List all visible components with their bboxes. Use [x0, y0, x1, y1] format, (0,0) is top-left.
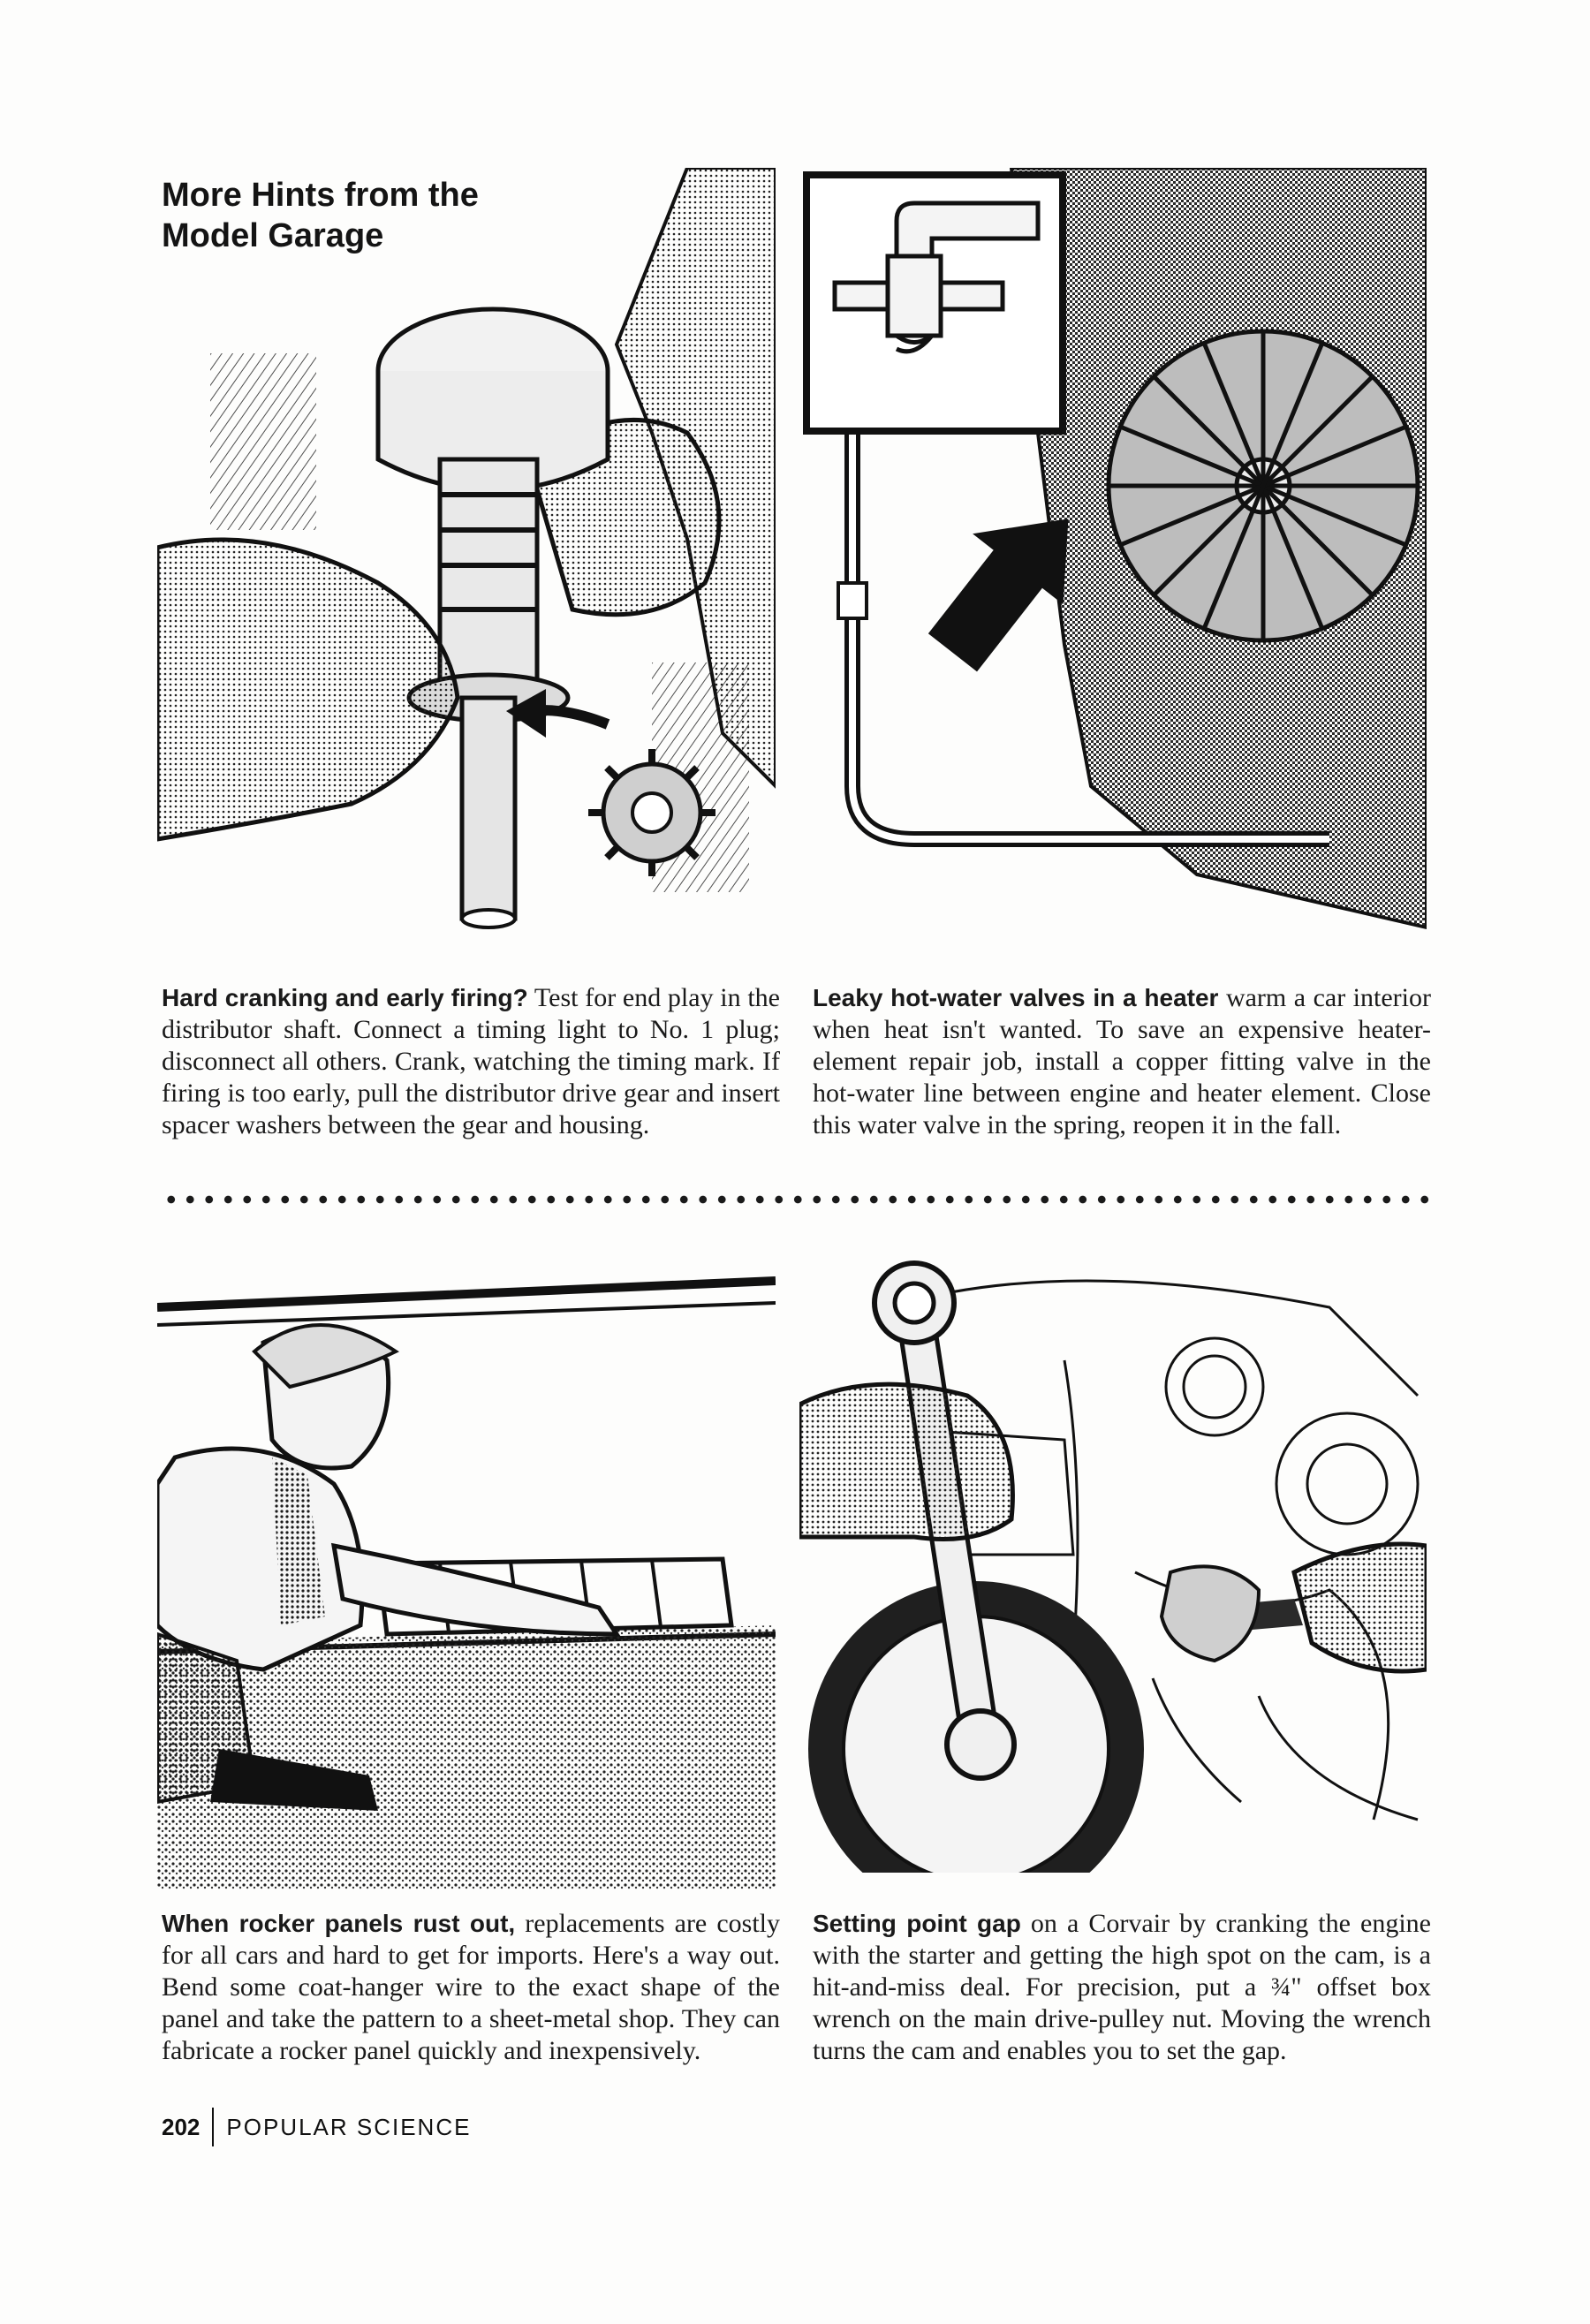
page-footer [162, 2108, 471, 2146]
heading-line-1: More Hints from the [162, 177, 479, 214]
caption-lead: Leaky hot-water valves in a heater [813, 984, 1219, 1011]
caption-body: replacements are costly for all cars and hard to get for imports. Here's a way out. Bend some coat-hanger wire to the exact shape of the panel and take the pattern to a sheet-metal shop. They can fabricate a rocker panel quickly and inexpensively. [162, 1909, 780, 2065]
caption-rocker-panel [162, 1908, 780, 2067]
caption-heater [813, 982, 1431, 1141]
caption-distributor [162, 982, 780, 1141]
caption-lead: Setting point gap [813, 1910, 1021, 1937]
caption-lead: Hard cranking and early firing? [162, 984, 528, 1011]
caption-body: on a Corvair by cranking the engine with the starter and getting the high spot on the cam, is a hit-and-miss deal. For precision, put a ¾" offset box wrench on the main drive-pulley nut. Moving the wrench turns the cam and enables you to set the gap. [813, 1909, 1432, 2065]
distributor-illustration [157, 168, 776, 954]
rocker-panel-illustration [157, 1254, 776, 1890]
dotted-divider [162, 1194, 1434, 1205]
page-heading [162, 175, 540, 256]
heading-line-2: Model Garage [162, 217, 384, 254]
rocker-drawing [157, 1254, 776, 1890]
corvair-drawing [799, 1254, 1427, 1873]
page-number: 202 [162, 2113, 201, 2140]
caption-corvair [813, 1908, 1431, 2067]
caption-body: Test for end play in the distributor shaft. Connect a timing light to No. 1 plug; disconnect all others. Crank, watching the timing mark. If firing is too early, pull the distributor drive gear and insert spacer washers between the gear and housing. [162, 983, 780, 1139]
heater-valve-illustration [799, 168, 1427, 945]
heater-drawing [799, 168, 1427, 945]
distributor-drawing [157, 168, 776, 954]
footer-divider [212, 2108, 214, 2146]
corvair-wrench-illustration [799, 1254, 1427, 1873]
publication-name: POPULAR SCIENCE [226, 2113, 472, 2140]
caption-body: warm a car interior when heat isn't wanted. To save an expensive heater-element repair job, install a copper fitting valve in the hot-water line between engine and heater element. Close this water valve in the spring, reopen it in the fall. [813, 983, 1431, 1139]
caption-lead: When rocker panels rust out, [162, 1910, 516, 1937]
